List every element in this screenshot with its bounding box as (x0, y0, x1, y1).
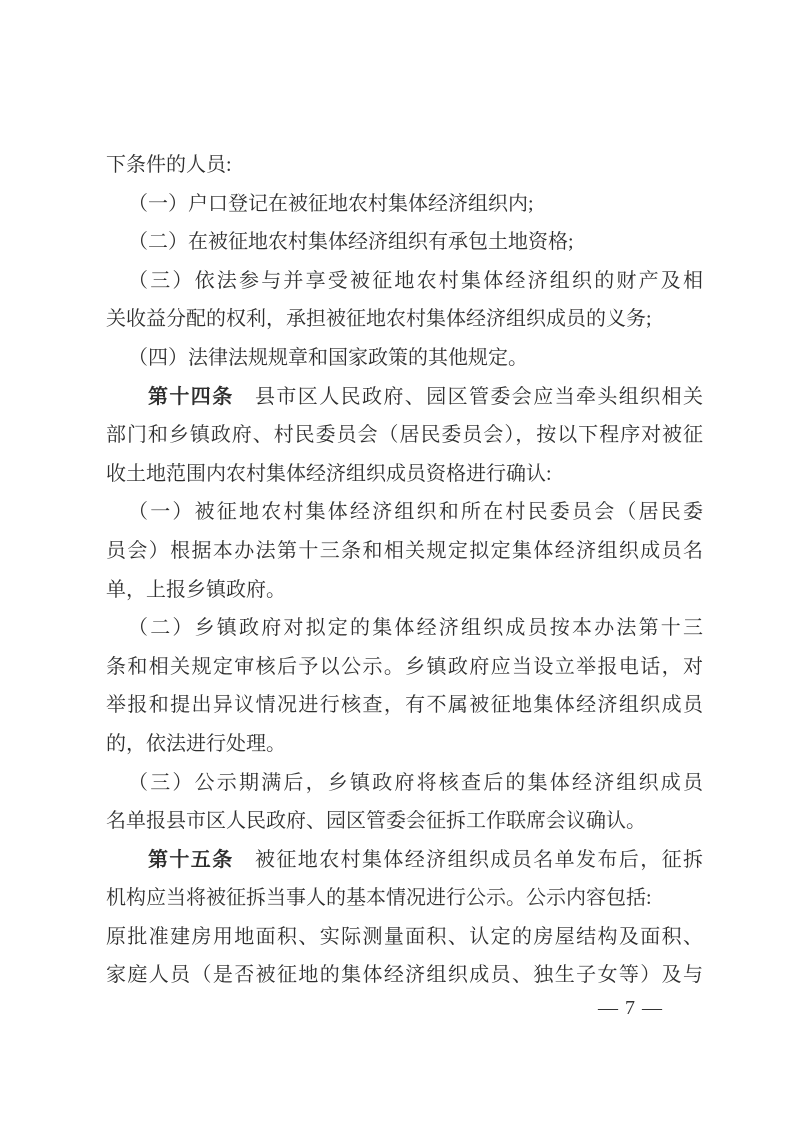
text-segment: 下条件的人员: (106, 154, 232, 176)
text-segment: 举报和提出异议情况进行核查，有不属被征地集体经济组织成员 (106, 694, 703, 717)
text-segment: 员会）根据本办法第十三条和相关规定拟定集体经济组织成员名 (106, 539, 703, 562)
text-segment: 机构应当将被征拆当事人的基本情况进行公示。公示内容包括: (106, 887, 652, 910)
text-line (106, 455, 703, 494)
text-line (106, 879, 703, 918)
text-segment: 原批准建房用地面积、实际测量面积、认定的房屋结构及面积、 (106, 925, 703, 948)
text-segment: 条和相关规定审核后予以公示。乡镇政府应当设立举报电话，对 (106, 655, 703, 678)
text-segment: 县市区人民政府、园区管委会应当牵头组织相关 (233, 385, 704, 408)
text-segment: （三）公示期满后，乡镇政府将核查后的集体经济组织成员 (128, 771, 703, 794)
text-line (106, 802, 703, 841)
text-segment: 单，上报乡镇政府。 (106, 578, 286, 601)
text-line (106, 686, 703, 725)
text-segment: 家庭人员（是否被征地的集体经济组织成员、独生子女等）及与 (106, 964, 703, 987)
text-line (106, 223, 703, 262)
text-segment: 名单报县市区人民政府、园区管委会征拆工作联席会议确认。 (106, 810, 646, 833)
text-line (106, 956, 703, 995)
text-line (106, 918, 703, 957)
text-segment: （二）乡镇政府对拟定的集体经济组织成员按本办法第十三 (128, 617, 703, 640)
page-number: — 7 — (598, 997, 663, 1019)
text-segment: 的，依法进行处理。 (106, 732, 286, 755)
text-segment: （二）在被征地农村集体经济组织有承包土地资格; (128, 231, 574, 254)
document-body (106, 146, 703, 995)
text-line (106, 764, 703, 803)
text-line (106, 416, 703, 455)
text-line (106, 571, 703, 610)
text-line (106, 146, 703, 185)
article-number: 第十五条 (148, 848, 234, 871)
text-line (106, 841, 703, 880)
text-line (106, 339, 703, 378)
text-segment: 部门和乡镇政府、村民委员会（居民委员会），按以下程序对被征 (106, 424, 703, 447)
text-line (106, 609, 703, 648)
text-line (106, 378, 703, 417)
text-segment: 被征地农村集体经济组织成员名单发布后，征拆 (233, 848, 704, 871)
article-number: 第十四条 (148, 385, 234, 408)
text-segment: （一）被征地农村集体经济组织和所在村民委员会（居民委 (128, 501, 703, 524)
text-segment: （四）法律法规规章和国家政策的其他规定。 (128, 346, 528, 369)
text-line (106, 300, 703, 339)
text-segment: （三）依法参与并享受被征地农村集体经济组织的财产及相 (128, 269, 703, 292)
text-segment: （一）户口登记在被征地农村集体经济组织内; (128, 192, 534, 215)
text-line (106, 648, 703, 687)
text-line (106, 493, 703, 532)
text-line (106, 185, 703, 224)
text-line (106, 725, 703, 764)
text-segment: 收土地范围内农村集体经济组织成员资格进行确认: (106, 462, 552, 485)
text-line (106, 532, 703, 571)
text-segment: 关收益分配的权利，承担被征地农村集体经济组织成员的义务; (106, 308, 652, 331)
text-line (106, 262, 703, 301)
